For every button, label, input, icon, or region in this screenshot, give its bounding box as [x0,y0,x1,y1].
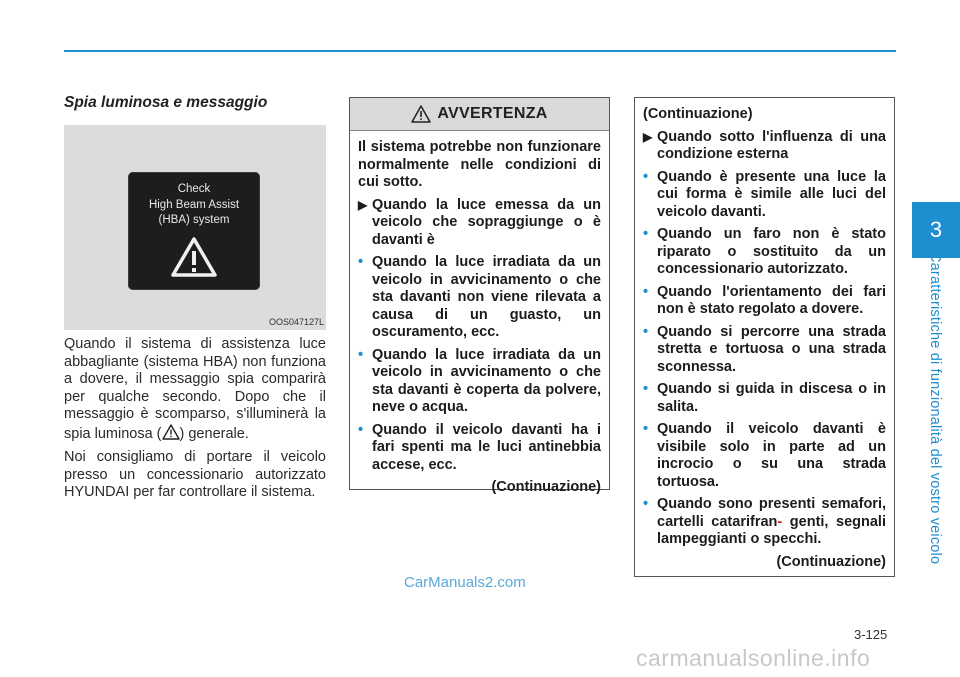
page-number: 3-125 [854,627,888,642]
warning-bullet: • Quando il veicolo davanti ha i fari spenti ma le luci antinebbia accese, ecc. [358,422,601,475]
continuation-heading: (Continuazione) [643,106,753,122]
cluster-line-1: Check [177,183,211,195]
continuation-bullet: • Quando il veicolo davanti è visibile solo in parte ad un incrocio o su una strada tortuosa. [643,421,886,491]
continuation-last-part1: Quando sono presenti semafori, cartelli catarifran [657,496,886,530]
continuation-bullet: • Quando si percorre una strada stretta e tortuosa o una strada sconnessa. [643,324,886,377]
continuation-bullet: • Quando l'orientamento dei fari non è stato regolato a dovere. [643,284,886,319]
cluster-photo [64,125,326,330]
chapter-number-tab[interactable]: 3 [912,202,960,258]
cluster-message [128,182,260,229]
body-paragraph-1 [64,336,326,443]
cluster-display [128,172,260,290]
continuation-last-part2: genti, segnali lampeggianti o specchi. [657,513,886,547]
continuation-box [634,97,895,577]
warning-heading-text: AVVERTENZA [437,105,548,122]
continuation-arrow-item: ▶ Quando sotto l'influenza di una condizione esterna [643,129,886,164]
chapter-side-title: Caratteristiche di funzionalità del vostro veicolo [927,252,943,565]
warning-box-body [350,131,609,497]
warning-continued: (Continuazione) [491,479,601,495]
cluster-line-2: High Beam Assist [148,198,240,211]
warning-intro: Il sistema potrebbe non funzionare normalmente nelle condizioni di cui sotto. [358,139,601,190]
continuation-bullet: • Quando si guida in discesa o in salita. [643,381,886,416]
warning-triangle-icon [170,236,218,278]
warning-arrow-item: ▶ Quando la luce emessa da un veicolo che sopraggiunge o è davanti è [358,197,601,250]
watermark-link[interactable]: CarManuals2.com [404,574,526,591]
warning-bullet: • Quando la luce irradiata da un veicolo in avvicinamento o che sta davanti è coperta da polvere, neve o acqua. [358,347,601,417]
body-paragraph-1-start: Quando il sistema di assistenza luce abbagliante (sistema HBA) non funziona a dovere, il messaggio spia comparirà per qualche secondo. Dopo che il messaggio è scomparso, s'illuminerà la spia luminosa ( [64,336,326,442]
body-paragraph-1-end: ) generale. [179,425,249,442]
body-paragraph-2: Noi consigliamo di portare il veicolo presso un concessionario autorizzato HYUNDAI per far controllare il sistema. [64,449,326,500]
cluster-line-3: (HBA) system [158,214,230,226]
body-text [64,336,326,508]
header-rule [64,50,896,52]
warning-box [349,97,610,495]
continuation-box-body [635,98,894,571]
section-title: Spia luminosa e messaggio [64,94,268,111]
warning-heading-icon [411,105,431,123]
continuation-bullet-last [643,496,886,549]
site-watermark: carmanualsonline.info [636,645,871,671]
warning-icon [162,424,180,440]
image-code: OOS047127L [268,317,324,327]
hyphenation-mark: - [777,513,783,530]
warning-box-heading [350,98,609,131]
continuation-bullet: • Quando un faro non è stato riparato o sostituito da un concessionario autorizzato. [643,226,886,279]
continuation-bullet: • Quando è presente una luce la cui forma è simile alle luci del veicolo davanti. [643,169,886,222]
continuation-continued: (Continuazione) [776,553,886,570]
warning-bullet: • Quando la luce irradiata da un veicolo in avvicinamento o che sta davanti non viene rilevata a causa di un guasto, un oscuramento, ecc. [358,254,601,342]
